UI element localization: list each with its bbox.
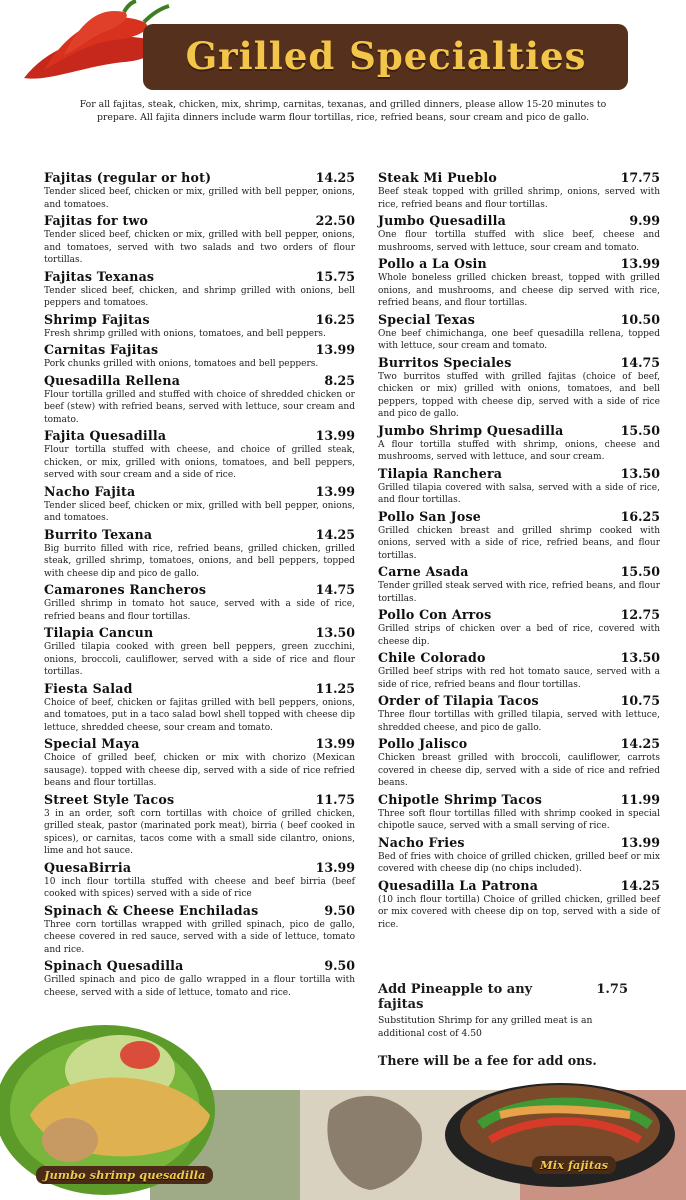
menu-item-price: 17.75 bbox=[620, 170, 660, 185]
menu-item-description: Grilled tilapia cooked with green bell peppers, green zucchini, onions, broccoli, cauliflower, served with a side of rice and flour tortillas. bbox=[44, 642, 355, 677]
menu-item-name: Jumbo Shrimp Quesadilla bbox=[378, 422, 564, 438]
menu-item bbox=[378, 256, 660, 310]
menu-item-description: Bed of fries with choice of grilled chicken, grilled beef or mix covered with cheese dip (no chips included). bbox=[378, 851, 660, 874]
menu-item-price: 13.99 bbox=[315, 736, 355, 751]
menu-item-description: Tender sliced beef, chicken or mix, grilled with bell pepper, onions, and tomatoes. bbox=[44, 500, 355, 523]
menu-item-description: Tender sliced beef, chicken or mix, grilled with bell pepper, onions, and tomatoes. bbox=[44, 187, 355, 210]
menu-item-name: Pollo Jalisco bbox=[378, 736, 468, 751]
menu-item bbox=[44, 903, 355, 957]
menu-item-description: Grilled chicken breast and grilled shrimp cooked with onions, served with a side of rice, refried beans, and flour tortillas. bbox=[378, 525, 660, 561]
menu-item bbox=[378, 792, 660, 833]
menu-item bbox=[44, 625, 355, 679]
menu-item-price: 14.25 bbox=[315, 526, 355, 542]
menu-item bbox=[44, 170, 355, 211]
menu-item-price: 13.99 bbox=[315, 859, 355, 875]
menu-item-name: Quesadilla Rellena bbox=[44, 372, 181, 388]
menu-item bbox=[378, 564, 660, 605]
menu-item-price: 11.99 bbox=[620, 791, 660, 807]
menu-item-price: 13.99 bbox=[315, 483, 355, 499]
menu-item-description: Tender sliced beef, chicken or mix, grilled with bell pepper, onions, and tomatoes, served with two salads and two orders of flour tortillas. bbox=[44, 230, 355, 265]
menu-item bbox=[378, 213, 660, 254]
menu-item bbox=[378, 878, 660, 932]
menu-item-description: Big burrito filled with rice, refried beans, grilled chicken, grilled steak, grilled shrimp, tomatoes, onions, and bell peppers, topped with cheese dip and pico de gallo. bbox=[44, 543, 355, 579]
menu-item-description: Flour tortilla stuffed with cheese, and choice of grilled steak, chicken, or mix, grilled with onions, tomatoes, and bell peppers, served with sour cream and a side of rice. bbox=[44, 445, 355, 480]
menu-item-description: Tender sliced beef, chicken, and shrimp grilled with onions, bell peppers and tomatoes. bbox=[44, 285, 355, 308]
menu-item-description: Whole boneless grilled chicken breast, topped with grilled onions, and mushrooms, and cheese dip served with rice, refried beans, and flour tortillas. bbox=[378, 273, 660, 308]
addon-title: Add Pineapple to any fajitas bbox=[378, 982, 533, 1012]
menu-item-name: Special Maya bbox=[44, 736, 140, 751]
menu-item-price: 14.25 bbox=[315, 170, 355, 185]
menu-item-name: Chipotle Shrimp Tacos bbox=[378, 791, 543, 807]
menu-item-name: Fiesta Salad bbox=[44, 680, 133, 696]
menu-item bbox=[44, 792, 355, 858]
menu-item-price: 15.50 bbox=[620, 564, 660, 579]
menu-item-price: 14.75 bbox=[315, 582, 355, 597]
menu-item-description: Two burritos stuffed with grilled fajitas (choice of beef, chicken or mix) grilled with onions, tomatoes, and bell peppers, topped with cheese dip, served with a side of rice and pico de gallo. bbox=[378, 371, 660, 419]
menu-item-price: 10.75 bbox=[620, 693, 660, 708]
menu-item-description: Pork chunks grilled with onions, tomatoes and bell peppers. bbox=[44, 359, 319, 369]
menu-item-name: Pollo a La Osin bbox=[378, 256, 487, 271]
menu-item bbox=[44, 312, 355, 341]
menu-item-description: Choice of beef, chicken or fajitas grilled with bell peppers, onions, and tomatoes, put in a taco salad bowl shell topped with cheese dip lettuce, shredded cheese, sour cream and tomato. bbox=[44, 697, 355, 733]
menu-item-description: Choice of grilled beef, chicken or mix with chorizo (Mexican sausage). topped with cheese dip, served with a side of rice refried beans and flour tortillas. bbox=[44, 753, 355, 788]
menu-item-name: Order of Tilapia Tacos bbox=[378, 693, 539, 708]
menu-item-price: 12.75 bbox=[620, 607, 660, 622]
menu-item-name: Burrito Texana bbox=[44, 526, 153, 542]
menu-column-left bbox=[44, 170, 355, 1001]
menu-item-name: Steak Mi Pueblo bbox=[378, 170, 497, 185]
menu-item-price: 14.25 bbox=[620, 877, 660, 893]
menu-item bbox=[44, 428, 355, 482]
menu-item-name: Special Texas bbox=[378, 311, 475, 327]
menu-item-name: Pollo Con Arros bbox=[378, 607, 492, 622]
menu-item bbox=[378, 607, 660, 648]
menu-item-description: Fresh shrimp grilled with onions, tomatoes, and bell peppers. bbox=[44, 328, 326, 339]
menu-item bbox=[378, 312, 660, 353]
menu-item-price: 13.99 bbox=[620, 256, 660, 271]
menu-item-price: 10.50 bbox=[620, 311, 660, 327]
menu-item-price: 14.25 bbox=[620, 736, 660, 751]
menu-item-name: Camarones Rancheros bbox=[44, 582, 207, 597]
menu-item bbox=[44, 527, 355, 581]
menu-item-name: Carnitas Fajitas bbox=[44, 342, 159, 357]
menu-item-price: 13.50 bbox=[620, 650, 660, 665]
menu-item bbox=[378, 650, 660, 691]
menu-item bbox=[44, 213, 355, 267]
menu-item bbox=[44, 958, 355, 999]
menu-item-description: One beef chimichanga, one beef quesadilla rellena, topped with lettuce, sour cream and tomato. bbox=[378, 328, 660, 351]
menu-item-name: Tilapia Cancun bbox=[44, 625, 154, 640]
menu-item-name: Fajita Quesadilla bbox=[44, 428, 167, 443]
menu-item bbox=[378, 170, 660, 211]
menu-item-name: Carne Asada bbox=[378, 564, 469, 579]
menu-item-price: 13.99 bbox=[620, 834, 660, 850]
menu-item-name: Nacho Fries bbox=[378, 834, 465, 850]
menu-item-description: Grilled beef strips with red hot tomato sauce, served with a side of rice, refried beans and flour tortillas. bbox=[378, 667, 660, 690]
menu-item-price: 13.50 bbox=[315, 625, 355, 640]
menu-item-description: Tender grilled steak served with rice, refried beans, and flour tortillas. bbox=[378, 581, 660, 604]
menu-item bbox=[378, 835, 660, 876]
menu-item-description: Grilled spinach and pico de gallo wrapped in a flour tortilla with cheese, served with a side of lettuce, tomato and rice. bbox=[44, 975, 355, 998]
menu-item-description: Grilled strips of chicken over a bed of rice, covered with cheese dip. bbox=[378, 624, 660, 647]
menu-item-name: Shrimp Fajitas bbox=[44, 311, 150, 327]
menu-item-description: Three flour tortillas with grilled tilapia, served with lettuce, shredded cheese, and pico de gallo. bbox=[378, 710, 660, 733]
menu-item bbox=[378, 355, 660, 421]
menu-item bbox=[44, 582, 355, 623]
menu-item-price: 11.25 bbox=[315, 680, 355, 696]
menu-item-price: 13.99 bbox=[315, 342, 355, 357]
addon-note: Substitution Shrimp for any grilled meat is an additional cost of 4.50 bbox=[378, 1015, 593, 1039]
menu-item bbox=[44, 484, 355, 525]
menu-item bbox=[44, 342, 355, 371]
menu-item-name: QuesaBirria bbox=[44, 859, 132, 875]
menu-item-price: 11.75 bbox=[315, 791, 355, 807]
menu-item-description: One flour tortilla stuffed with slice beef, cheese and mushrooms, served with lettuce, sour cream and tomato. bbox=[378, 230, 660, 253]
menu-item-name: Spinach & Cheese Enchiladas bbox=[44, 902, 259, 918]
menu-item bbox=[378, 693, 660, 734]
menu-item bbox=[44, 860, 355, 901]
menu-item-description: Grilled shrimp in tomato hot sauce, served with a side of rice, refried beans and flour tortillas. bbox=[44, 599, 355, 622]
page-title: Grilled Specialties bbox=[185, 34, 587, 78]
menu-item-price: 8.25 bbox=[324, 372, 355, 388]
menu-item-price: 13.50 bbox=[620, 465, 660, 481]
menu-item-description: Grilled tilapia covered with salsa, served with a side of rice, and flour tortillas. bbox=[378, 482, 660, 505]
menu-item-price: 9.50 bbox=[324, 902, 355, 918]
menu-item-price: 22.50 bbox=[315, 213, 355, 228]
menu-item-description: A flour tortilla stuffed with shrimp, onions, cheese and mushrooms, served with lettuce, and sour cream. bbox=[378, 439, 660, 462]
menu-item-price: 14.75 bbox=[620, 354, 660, 370]
menu-item-price: 13.99 bbox=[315, 428, 355, 443]
menu-column-right bbox=[378, 170, 660, 933]
menu-item bbox=[378, 466, 660, 507]
menu-item bbox=[44, 373, 355, 427]
menu-item bbox=[378, 423, 660, 464]
menu-item-description: Chicken breast grilled with broccoli, cauliflower, carrots covered in cheese dip, served with a side of rice and refried beans. bbox=[378, 753, 660, 788]
menu-item-price: 16.25 bbox=[315, 311, 355, 327]
menu-item-price: 15.50 bbox=[620, 422, 660, 438]
menu-item-description: 3 in an order, soft corn tortillas with choice of grilled chicken, grilled steak, pastor (marinated pork meat), birria ( beef cooked in spices), or carnitas, tacos come with a small side cilantro, onions, lime and hot sauce. bbox=[44, 808, 355, 856]
fee-notice: There will be a fee for add ons. bbox=[378, 1053, 597, 1068]
menu-item bbox=[44, 736, 355, 790]
menu-item-description: Flour tortilla grilled and stuffed with choice of shredded chicken or beef (stew) with refried beans, served with lettuce, sour cream and tomato. bbox=[44, 389, 355, 425]
menu-item-description: Beef steak topped with grilled shrimp, onions, served with rice, refried beans and flour tortillas. bbox=[378, 187, 660, 210]
menu-item-name: Jumbo Quesadilla bbox=[378, 213, 506, 228]
menu-item-price: 15.75 bbox=[315, 268, 355, 284]
intro-text: For all fajitas, steak, chicken, mix, shrimp, carnitas, texanas, and grilled dinners, please allow 15-20 minutes to prepare. All fajita dinners include warm flour tortillas, rice, refried beans, sour cream and pico de gallo. bbox=[79, 99, 607, 123]
menu-item-name: Fajitas Texanas bbox=[44, 268, 155, 284]
photo-caption-right: Mix fajitas bbox=[532, 1156, 616, 1174]
menu-item-name: Street Style Tacos bbox=[44, 791, 175, 807]
menu-item-name: Quesadilla La Patrona bbox=[378, 877, 539, 893]
menu-item bbox=[378, 509, 660, 563]
menu-item-description: 10 inch flour tortilla stuffed with cheese and beef birria (beef cooked with spices) served with a side of rice bbox=[44, 876, 355, 899]
menu-item-price: 9.99 bbox=[629, 213, 660, 228]
photo-caption-left: Jumbo shrimp quesadilla bbox=[36, 1166, 213, 1184]
menu-item-name: Pollo San Jose bbox=[378, 508, 481, 524]
menu-item bbox=[44, 269, 355, 310]
menu-item-description: (10 inch flour tortilla) Choice of grilled chicken, grilled beef or mix covered with cheese dip on top, served with a side of rice. bbox=[378, 894, 660, 930]
menu-item-description: Three corn tortillas wrapped with grilled spinach, pico de gallo, cheese covered in red sauce, served with a side of lettuce, tomato and rice. bbox=[44, 919, 355, 955]
menu-item-name: Tilapia Ranchera bbox=[378, 465, 503, 481]
menu-item bbox=[378, 736, 660, 790]
menu-item-name: Fajitas for two bbox=[44, 213, 149, 228]
menu-item-name: Nacho Fajita bbox=[44, 483, 136, 499]
menu-item bbox=[44, 681, 355, 735]
menu-item-price: 9.50 bbox=[324, 958, 355, 973]
menu-item-name: Fajitas (regular or hot) bbox=[44, 170, 212, 185]
addon-price: 1.75 bbox=[596, 982, 628, 997]
menu-item-description: Three soft flour tortillas filled with shrimp cooked in special chipotle sauce, served with a small serving of rice. bbox=[378, 808, 660, 831]
menu-item-name: Chile Colorado bbox=[378, 650, 486, 665]
menu-item-name: Burritos Speciales bbox=[378, 354, 512, 370]
menu-item-name: Spinach Quesadilla bbox=[44, 958, 184, 973]
menu-item-price: 16.25 bbox=[620, 508, 660, 524]
